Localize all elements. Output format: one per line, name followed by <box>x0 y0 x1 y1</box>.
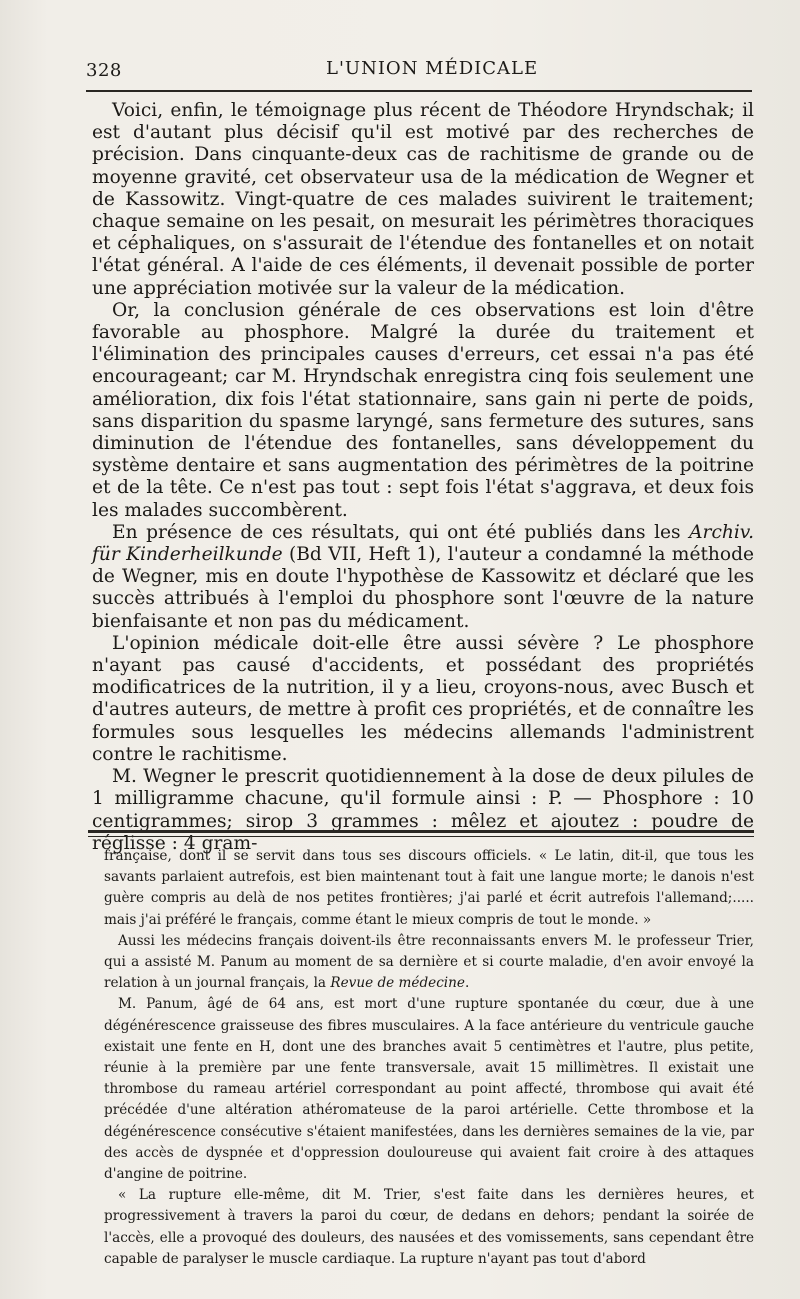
paragraph-conclusion: Or, la conclusion générale de ces observations est loin d'être favorable au phosphore. Malgré la durée du traitement et l'élimination des principales causes d'erreurs, cet essai n'a pas été encourageant; car M. Hryndschak enregistra cinq fois seulement une amélioration, dix fois l'état stationnaire, sans gain ni perte de poids, sans disparition du spasme laryngé, sans fermeture des sutures, sans diminution de l'étendue des fontanelles, sans développement du système dentaire et sans augmentation des périmètres de la poitrine et de la tête. Ce n'est pas tout : sept fois l'état s'aggrava, et deux fois les malades succombèrent. <box>92 299 754 521</box>
footnote-separator-thin <box>88 836 754 837</box>
page-number: 328 <box>86 60 122 81</box>
running-title: L'UNION MÉDICALE <box>326 58 539 79</box>
journal-title: Archiv. für Kinderheilkunde <box>92 521 754 566</box>
paragraph-results <box>92 522 754 633</box>
footnote-journal-title: Revue de médecine <box>330 975 465 992</box>
footnote-rupture-quote: « La rupture elle-même, dit M. Trier, s'est faite dans les dernières heures, et progressivement à travers la paroi du cœur, de dedans en dehors; pendant la soirée de l'accès, elle a provoqué des douleurs, des nausées et des vomissements, sans cependant être capable de paralyser le muscle cardiaque. La rupture n'ayant pas tout d'abord <box>104 1187 754 1267</box>
footnote-trier <box>104 931 754 995</box>
results-text-start: En présence de ces résultats, qui ont été publiés dans les <box>112 521 690 543</box>
footnotes <box>104 846 754 1270</box>
footnote-panum-death: M. Panum, âgé de 64 ans, est mort d'une rupture spontanée du cœur, due à une dégénérescence graisseuse des fibres musculaires. A la face antérieure du ventricule gauche existait une fente en H, dont une des branches avait 5 centimètres et l'autre, plus petite, réunie à la première par une fente transversale, avait 15 millimètres. Il existait une thrombose du rameau artériel correspondant au point affecté, thrombose qui avait été précédée d'une altération athéromateuse de la paroi artérielle. Cette thrombose et la dégénérescence consécutive s'étaient manifestées, dans les dernières semaines de la vie, par des accès de dyspnée et d'oppression douloureuse qui avaient fait croire à des attaques d'angine de poitrine. <box>104 996 754 1183</box>
footnote-continuation: française, dont il se servit dans tous ses discours officiels. « Le latin, dit-il, que tous les savants parlaient autrefois, est bien maintenant tout à fait une langue morte; le danois n'est guère compris au delà de nos petites frontières; j'ai parlé et écrit autrefois l'allemand;..... mais j'ai préféré le français, comme étant le mieux compris de tout le monde. » <box>104 848 754 928</box>
header-rule <box>86 90 752 92</box>
footnote-separator <box>88 830 754 833</box>
paragraph-hryndschak-testimony: Voici, enfin, le témoignage plus récent de Théodore Hryndschak; il est d'autant plus décisif qu'il est motivé par des recherches de précision. Dans cinquante-deux cas de rachitisme de grande ou de moyenne gravité, cet observateur usa de la médication de Wegner et de Kassowitz. Vingt-quatre de ces malades suivirent le traitement; chaque semaine on les pesait, on mesurait les périmètres thoraciques et céphaliques, on s'assurait de l'étendue des fontanelles et on notait l'état général. A l'aide de ces éléments, il devenait possible de porter une appréciation motivée sur la valeur de la médication. <box>92 100 754 299</box>
results-text-end: (Bd VII, Heft 1), l'auteur a condamné la méthode de Wegner, mis en doute l'hypothèse de Kassowitz et déclaré que les succès attribués à l'emploi du phosphore sont l'œuvre de la nature bienfaisante et non pas du médicament. <box>92 544 754 632</box>
main-text <box>92 100 754 855</box>
footnote-trier-text: Aussi les médecins français doivent-ils être reconnaissants envers M. le professeur Trier, qui a assisté M. Panum au moment de sa dernière et si courte maladie, d'en avoir envoyé la relation à un journal français, la <box>104 932 754 992</box>
paragraph-wegner-prescription: M. Wegner le prescrit quotidiennement à la dose de deux pilules de 1 milligramme chacune, qu'il formule ainsi : P. — Phosphore : 10 centigrammes; sirop 3 grammes : mêlez et ajoutez : poudre de réglisse : 4 gram- <box>92 766 754 854</box>
page-header <box>86 58 756 92</box>
paragraph-medical-opinion: L'opinion médicale doit-elle être aussi sévère ? Le phosphore n'ayant pas causé d'accidents, et possédant des propriétés modificatrices de la nutrition, il y a lieu, croyons-nous, avec Busch et d'autres auteurs, de mettre à profit ces propriétés, et de connaître les formules sous lesquelles les médecins allemands l'administrent contre le rachitisme. <box>92 632 754 765</box>
footnote-trier-end: . <box>464 975 470 992</box>
